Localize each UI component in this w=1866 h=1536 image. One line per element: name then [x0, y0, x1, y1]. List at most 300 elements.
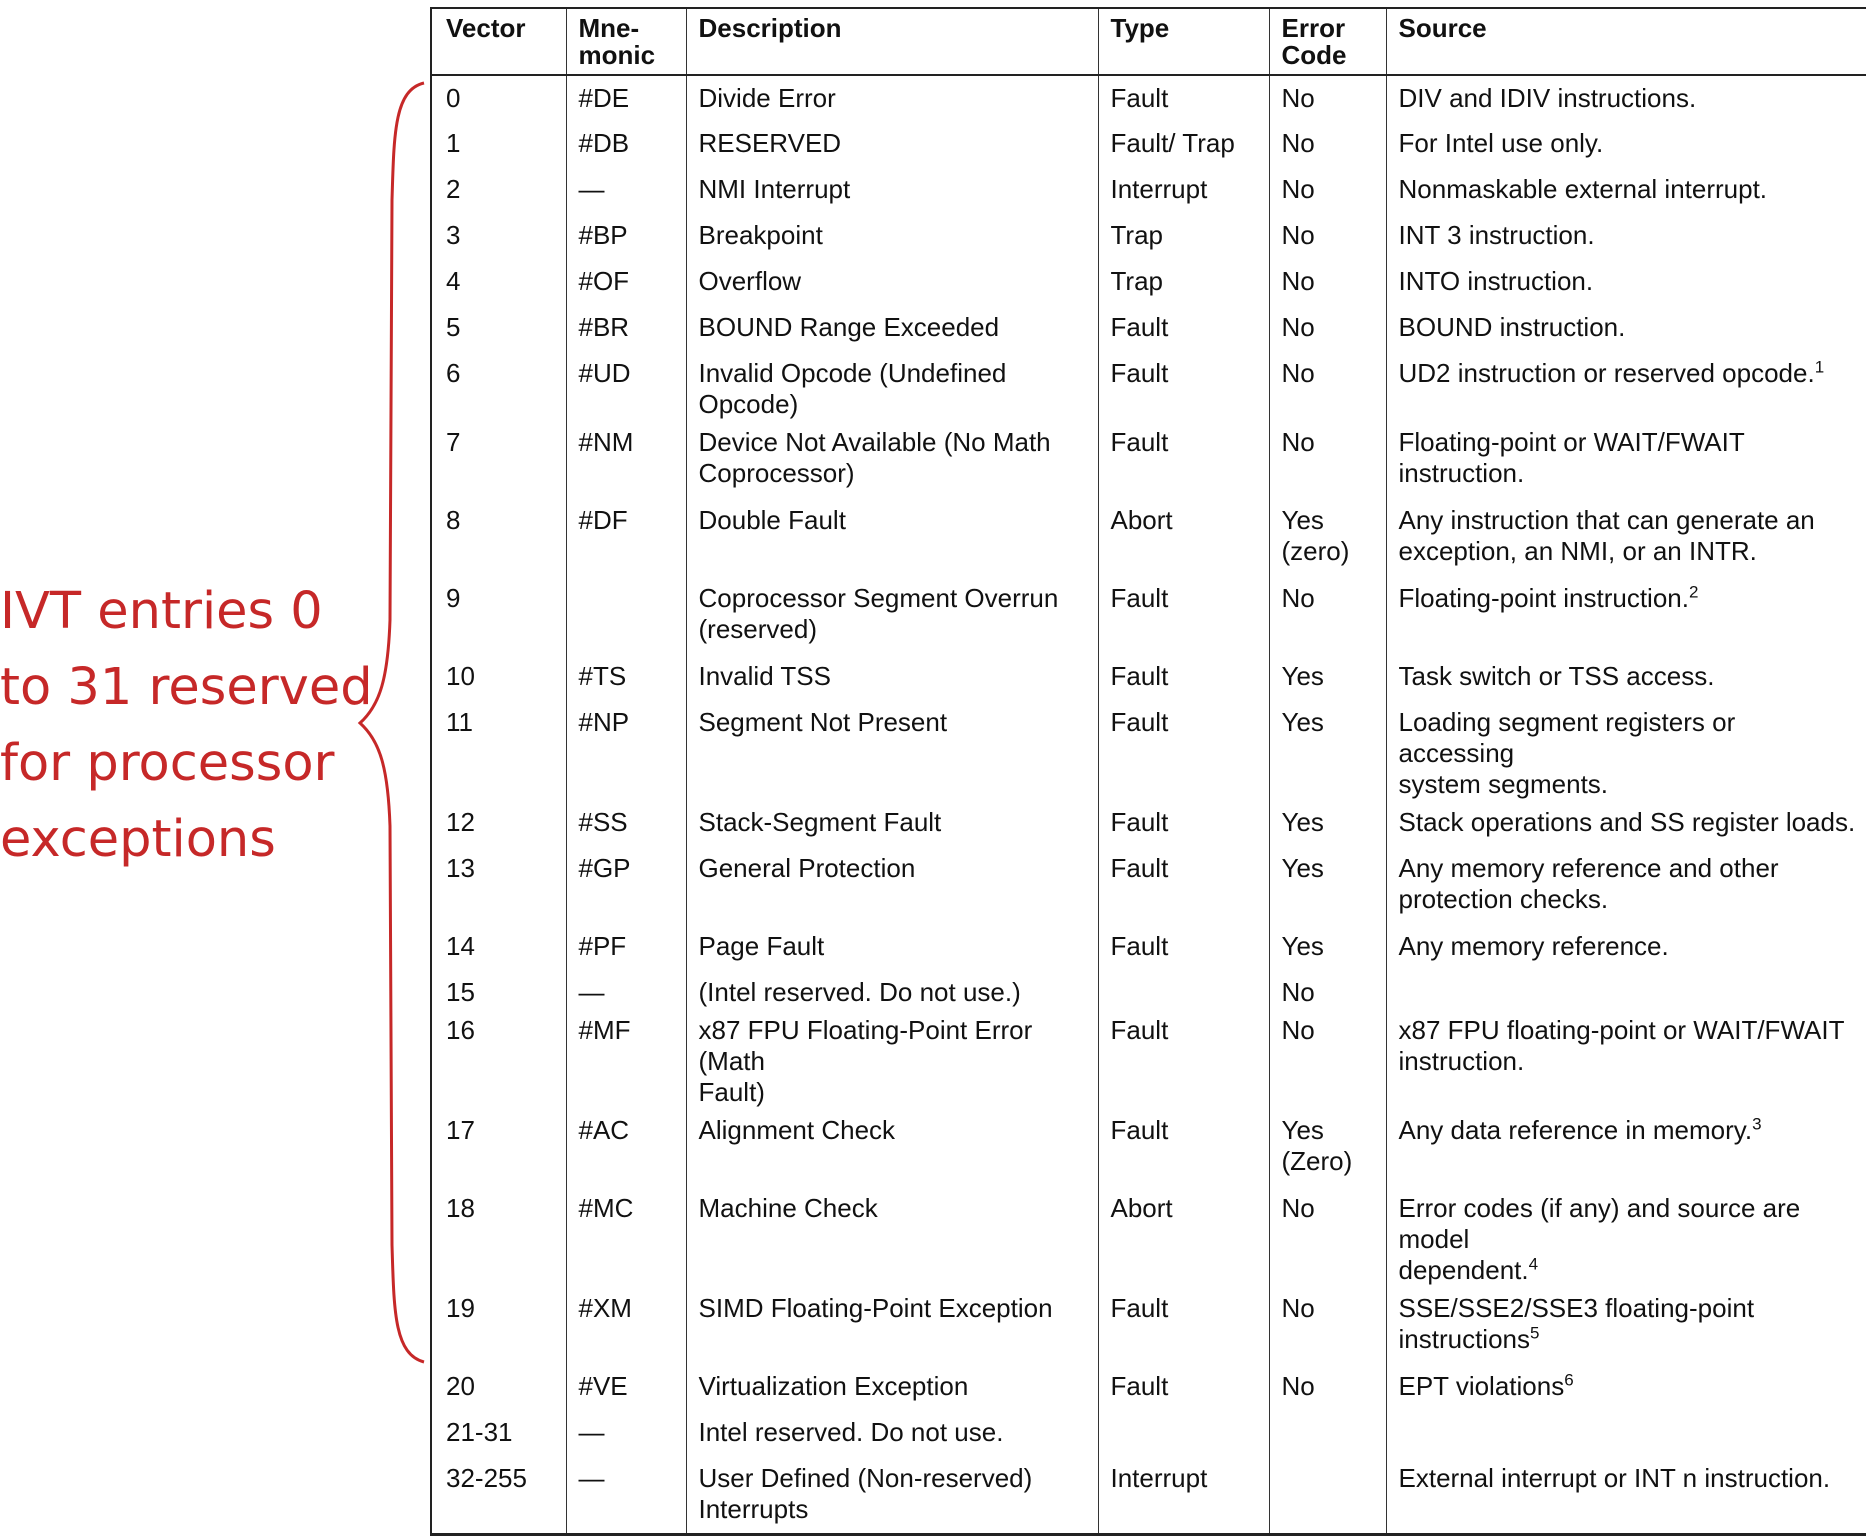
- cell-type: [1098, 121, 1269, 167]
- source-text: Floating-point or WAIT/FWAIT instruction.: [1398, 427, 1745, 488]
- source-text: Task switch or TSS access.: [1398, 661, 1715, 691]
- cell-source: [1386, 259, 1866, 305]
- cell-type: [1098, 700, 1269, 800]
- cell-source: [1386, 167, 1866, 213]
- error-code-text: No: [1281, 1293, 1315, 1323]
- cell-type: [1098, 213, 1269, 259]
- cell-mnemonic: [566, 1008, 686, 1108]
- mnemonic-text: #MF: [578, 1015, 631, 1045]
- cell-source: [1386, 1456, 1866, 1534]
- cell-error-code: [1269, 121, 1386, 167]
- type-text: Fault: [1110, 1293, 1169, 1323]
- source-text: Loading segment registers or accessing system segments.: [1398, 707, 1736, 799]
- header-description: Description: [686, 8, 1098, 75]
- description-text: Overflow: [698, 266, 802, 296]
- cell-mnemonic: [566, 846, 686, 924]
- cell-description: [686, 1186, 1098, 1286]
- vector-text: 17: [446, 1115, 475, 1145]
- cell-description: [686, 700, 1098, 800]
- cell-vector: [431, 305, 566, 351]
- table-row: [431, 1410, 1866, 1456]
- cell-description: [686, 846, 1098, 924]
- cell-vector: [431, 576, 566, 654]
- type-text: Interrupt: [1110, 1463, 1208, 1493]
- vector-text: 20: [446, 1371, 475, 1401]
- cell-description: [686, 498, 1098, 576]
- cell-mnemonic: [566, 498, 686, 576]
- mnemonic-text: #BR: [578, 312, 630, 342]
- source-text: Any memory reference.: [1398, 931, 1669, 961]
- cell-type: [1098, 846, 1269, 924]
- description-text: Page Fault: [698, 931, 825, 961]
- type-text: Fault: [1110, 358, 1169, 388]
- table-row: [431, 75, 1866, 121]
- source-text: Any instruction that can generate an exception, an NMI, or an INTR.: [1398, 505, 1815, 566]
- cell-source: [1386, 1008, 1866, 1108]
- cell-mnemonic: [566, 167, 686, 213]
- table-row: [431, 213, 1866, 259]
- table-row: [431, 800, 1866, 846]
- cell-error-code: [1269, 1186, 1386, 1286]
- source-text: UD2 instruction or reserved opcode.: [1398, 358, 1815, 388]
- footnote-marker: 3: [1752, 1114, 1762, 1134]
- cell-type: [1098, 924, 1269, 970]
- table-row: [431, 305, 1866, 351]
- cell-source: [1386, 1186, 1866, 1286]
- description-text: Intel reserved. Do not use.: [698, 1417, 1004, 1447]
- cell-error-code: [1269, 305, 1386, 351]
- cell-error-code: [1269, 1286, 1386, 1364]
- cell-vector: [431, 1286, 566, 1364]
- cell-error-code: [1269, 1364, 1386, 1410]
- cell-type: [1098, 800, 1269, 846]
- cell-mnemonic: [566, 1410, 686, 1456]
- type-text: Trap: [1110, 220, 1163, 250]
- mnemonic-text: #AC: [578, 1115, 630, 1145]
- cell-description: [686, 1286, 1098, 1364]
- error-code-text: No: [1281, 1015, 1315, 1045]
- cell-description: [686, 1108, 1098, 1186]
- annotation-line: to 31 reserved: [0, 658, 373, 717]
- error-code-text: No: [1281, 128, 1315, 158]
- cell-error-code: [1269, 1410, 1386, 1456]
- cell-source: [1386, 970, 1866, 1008]
- vector-text: 10: [446, 661, 475, 691]
- vector-text: 5: [446, 312, 461, 342]
- table-row: [431, 167, 1866, 213]
- description-text: Invalid TSS: [698, 661, 831, 691]
- error-code-text: Yes (Zero): [1281, 1115, 1353, 1176]
- description-text: x87 FPU Floating-Point Error (Math Fault): [698, 1015, 1033, 1107]
- exception-vector-table: [430, 7, 1866, 1536]
- cell-mnemonic: [566, 924, 686, 970]
- mnemonic-text: #XM: [578, 1293, 632, 1323]
- source-text: External interrupt or INT n instruction.: [1398, 1463, 1831, 1493]
- mnemonic-text: —: [578, 977, 605, 1007]
- source-text: Any data reference in memory.: [1398, 1115, 1753, 1145]
- type-text: Fault: [1110, 661, 1169, 691]
- table-row: [431, 420, 1866, 498]
- cell-mnemonic: [566, 1108, 686, 1186]
- cell-source: [1386, 1286, 1866, 1364]
- cell-source: [1386, 846, 1866, 924]
- cell-mnemonic: [566, 654, 686, 700]
- error-code-text: No: [1281, 220, 1315, 250]
- vector-text: 15: [446, 977, 475, 1007]
- cell-error-code: [1269, 75, 1386, 121]
- description-text: RESERVED: [698, 128, 842, 158]
- cell-description: [686, 420, 1098, 498]
- vector-text: 3: [446, 220, 461, 250]
- type-text: Fault: [1110, 312, 1169, 342]
- type-text: Fault: [1110, 807, 1169, 837]
- description-text: Divide Error: [698, 83, 836, 113]
- cell-error-code: [1269, 420, 1386, 498]
- cell-mnemonic: [566, 970, 686, 1008]
- cell-type: [1098, 576, 1269, 654]
- mnemonic-text: —: [578, 1463, 605, 1493]
- cell-source: [1386, 1364, 1866, 1410]
- cell-mnemonic: [566, 121, 686, 167]
- description-text: SIMD Floating-Point Exception: [698, 1293, 1053, 1323]
- error-code-text: Yes: [1281, 931, 1324, 961]
- mnemonic-text: #DE: [578, 83, 630, 113]
- cell-vector: [431, 259, 566, 305]
- cell-description: [686, 259, 1098, 305]
- source-text: Error codes (if any) and source are model dependent.: [1398, 1193, 1801, 1285]
- mnemonic-text: —: [578, 174, 605, 204]
- cell-mnemonic: [566, 700, 686, 800]
- cell-error-code: [1269, 576, 1386, 654]
- cell-source: [1386, 1108, 1866, 1186]
- error-code-text: No: [1281, 83, 1315, 113]
- source-text: INTO instruction.: [1398, 266, 1594, 296]
- cell-vector: [431, 213, 566, 259]
- cell-description: [686, 654, 1098, 700]
- mnemonic-text: #VE: [578, 1371, 628, 1401]
- table-row: [431, 498, 1866, 576]
- footnote-marker: 2: [1688, 582, 1699, 602]
- source-text: BOUND instruction.: [1398, 312, 1626, 342]
- cell-error-code: [1269, 167, 1386, 213]
- table-row: [431, 924, 1866, 970]
- cell-type: [1098, 1186, 1269, 1286]
- cell-mnemonic: [566, 305, 686, 351]
- cell-source: [1386, 75, 1866, 121]
- source-text: Any memory reference and other protection checks.: [1398, 853, 1779, 914]
- vector-text: 8: [446, 505, 461, 535]
- cell-type: [1098, 1364, 1269, 1410]
- table-row: [431, 1008, 1866, 1108]
- cell-mnemonic: [566, 1186, 686, 1286]
- cell-source: [1386, 351, 1866, 420]
- cell-type: [1098, 1008, 1269, 1108]
- cell-source: [1386, 121, 1866, 167]
- table-row: [431, 846, 1866, 924]
- cell-mnemonic: [566, 259, 686, 305]
- cell-mnemonic: [566, 1286, 686, 1364]
- cell-type: [1098, 167, 1269, 213]
- cell-mnemonic: [566, 576, 686, 654]
- cell-vector: [431, 1008, 566, 1108]
- header-vector: Vector: [431, 8, 566, 75]
- mnemonic-text: #BP: [578, 220, 628, 250]
- description-text: Machine Check: [698, 1193, 878, 1223]
- cell-error-code: [1269, 800, 1386, 846]
- mnemonic-text: #MC: [578, 1193, 634, 1223]
- table-row: [431, 1364, 1866, 1410]
- description-text: Virtualization Exception: [698, 1371, 969, 1401]
- type-text: Fault: [1110, 1371, 1169, 1401]
- vector-text: 1: [446, 128, 461, 158]
- source-text: EPT violations: [1398, 1371, 1565, 1401]
- table-row: [431, 259, 1866, 305]
- vector-text: 7: [446, 427, 461, 457]
- cell-description: [686, 167, 1098, 213]
- header-source: Source: [1386, 8, 1866, 75]
- cell-description: [686, 1008, 1098, 1108]
- description-text: User Defined (Non-reserved) Interrupts: [698, 1463, 1033, 1524]
- type-text: Fault: [1110, 707, 1169, 737]
- type-text: Interrupt: [1110, 174, 1208, 204]
- cell-error-code: [1269, 970, 1386, 1008]
- mnemonic-text: #NM: [578, 427, 634, 457]
- mnemonic-text: #NP: [578, 707, 630, 737]
- table-row: [431, 654, 1866, 700]
- cell-type: [1098, 351, 1269, 420]
- cell-error-code: [1269, 259, 1386, 305]
- source-text: Stack operations and SS register loads.: [1398, 807, 1856, 837]
- type-text: Abort: [1110, 505, 1173, 535]
- table-row: [431, 1108, 1866, 1186]
- cell-error-code: [1269, 1008, 1386, 1108]
- cell-error-code: [1269, 700, 1386, 800]
- cell-vector: [431, 1410, 566, 1456]
- cell-type: [1098, 970, 1269, 1008]
- cell-type: [1098, 1286, 1269, 1364]
- description-text: Stack-Segment Fault: [698, 807, 942, 837]
- description-text: Coprocessor Segment Overrun (reserved): [698, 583, 1059, 644]
- footnote-marker: 4: [1528, 1254, 1539, 1274]
- error-code-text: No: [1281, 427, 1315, 457]
- vector-text: 12: [446, 807, 475, 837]
- cell-vector: [431, 351, 566, 420]
- type-text: Fault: [1110, 583, 1169, 613]
- cell-mnemonic: [566, 1456, 686, 1534]
- cell-mnemonic: [566, 1364, 686, 1410]
- description-text: Double Fault: [698, 505, 846, 535]
- error-code-text: Yes: [1281, 807, 1324, 837]
- mnemonic-text: #DB: [578, 128, 630, 158]
- cell-vector: [431, 700, 566, 800]
- error-code-text: Yes (zero): [1281, 505, 1350, 566]
- error-code-text: Yes: [1281, 707, 1324, 737]
- type-text: Fault: [1110, 931, 1169, 961]
- footnote-marker: 5: [1530, 1323, 1540, 1343]
- mnemonic-text: #SS: [578, 807, 628, 837]
- description-text: General Protection: [698, 853, 916, 883]
- vector-text: 9: [446, 583, 461, 613]
- type-text: Trap: [1110, 266, 1163, 296]
- cell-source: [1386, 800, 1866, 846]
- cell-source: [1386, 1410, 1866, 1456]
- cell-type: [1098, 1410, 1269, 1456]
- type-text: Fault: [1110, 1115, 1169, 1145]
- annotation-line: for processor: [0, 734, 335, 793]
- cell-type: [1098, 1456, 1269, 1534]
- cell-description: [686, 351, 1098, 420]
- description-text: Breakpoint: [698, 220, 823, 250]
- cell-vector: [431, 167, 566, 213]
- cell-source: [1386, 213, 1866, 259]
- cell-description: [686, 576, 1098, 654]
- cell-description: [686, 1364, 1098, 1410]
- annotation-line: IVT entries 0: [0, 582, 323, 641]
- source-text: Nonmaskable external interrupt.: [1398, 174, 1768, 204]
- cell-source: [1386, 498, 1866, 576]
- vector-text: 14: [446, 931, 475, 961]
- header-type: Type: [1098, 8, 1269, 75]
- cell-error-code: [1269, 213, 1386, 259]
- description-text: Invalid Opcode (Undefined Opcode): [698, 358, 1007, 419]
- error-code-text: No: [1281, 1193, 1315, 1223]
- footnote-marker: 1: [1814, 357, 1825, 377]
- cell-error-code: [1269, 846, 1386, 924]
- mnemonic-text: #GP: [578, 853, 631, 883]
- cell-vector: [431, 1456, 566, 1534]
- description-text: Device Not Available (No Math Coprocessor): [698, 427, 1051, 488]
- source-text: DIV and IDIV instructions.: [1398, 83, 1697, 113]
- description-text: Segment Not Present: [698, 707, 948, 737]
- cell-source: [1386, 700, 1866, 800]
- mnemonic-text: #DF: [578, 505, 628, 535]
- type-text: Fault: [1110, 83, 1169, 113]
- cell-mnemonic: [566, 420, 686, 498]
- vector-text: 2: [446, 174, 461, 204]
- type-text: Fault: [1110, 1015, 1169, 1045]
- table-row: [431, 700, 1866, 800]
- cell-error-code: [1269, 498, 1386, 576]
- footnote-marker: 6: [1564, 1370, 1574, 1390]
- cell-mnemonic: [566, 351, 686, 420]
- source-text: x87 FPU floating-point or WAIT/FWAIT instruction.: [1398, 1015, 1845, 1076]
- vector-text: 16: [446, 1015, 475, 1045]
- error-code-text: Yes: [1281, 853, 1324, 883]
- mnemonic-text: —: [578, 1417, 605, 1447]
- cell-description: [686, 970, 1098, 1008]
- vector-text: 11: [446, 707, 473, 737]
- cell-source: [1386, 305, 1866, 351]
- type-text: Fault: [1110, 427, 1169, 457]
- header-mnemonic: Mne- monic: [566, 8, 686, 75]
- vector-text: 6: [446, 358, 461, 388]
- error-code-text: No: [1281, 358, 1315, 388]
- cell-vector: [431, 970, 566, 1008]
- cell-type: [1098, 498, 1269, 576]
- cell-description: [686, 1456, 1098, 1534]
- cell-type: [1098, 259, 1269, 305]
- mnemonic-text: #PF: [578, 931, 627, 961]
- cell-error-code: [1269, 654, 1386, 700]
- vector-text: 18: [446, 1193, 475, 1223]
- cell-source: [1386, 654, 1866, 700]
- cell-description: [686, 75, 1098, 121]
- cell-vector: [431, 1108, 566, 1186]
- cell-description: [686, 213, 1098, 259]
- header-error-code: Error Code: [1269, 8, 1386, 75]
- table-row: [431, 1456, 1866, 1534]
- cell-description: [686, 1410, 1098, 1456]
- cell-vector: [431, 121, 566, 167]
- error-code-text: No: [1281, 583, 1315, 613]
- cell-vector: [431, 75, 566, 121]
- cell-source: [1386, 420, 1866, 498]
- error-code-text: No: [1281, 1371, 1315, 1401]
- table-row: [431, 970, 1866, 1008]
- cell-mnemonic: [566, 213, 686, 259]
- vector-text: 13: [446, 853, 475, 883]
- cell-source: [1386, 924, 1866, 970]
- source-text: Floating-point instruction.: [1398, 583, 1689, 613]
- cell-description: [686, 800, 1098, 846]
- cell-error-code: [1269, 924, 1386, 970]
- type-text: Abort: [1110, 1193, 1173, 1223]
- cell-vector: [431, 924, 566, 970]
- type-text: Fault: [1110, 853, 1169, 883]
- error-code-text: No: [1281, 977, 1315, 1007]
- mnemonic-text: #OF: [578, 266, 630, 296]
- cell-description: [686, 121, 1098, 167]
- source-text: For Intel use only.: [1398, 128, 1604, 158]
- type-text: Fault/ Trap: [1110, 128, 1235, 158]
- description-text: (Intel reserved. Do not use.): [698, 977, 1021, 1007]
- source-text: INT 3 instruction.: [1398, 220, 1595, 250]
- mnemonic-text: #UD: [578, 358, 631, 388]
- table-row: [431, 1286, 1866, 1364]
- vector-text: 19: [446, 1293, 475, 1323]
- cell-type: [1098, 75, 1269, 121]
- cell-vector: [431, 654, 566, 700]
- table-row: [431, 121, 1866, 167]
- cell-vector: [431, 800, 566, 846]
- ivt-annotation: [0, 574, 400, 878]
- annotation-line: exceptions: [0, 810, 276, 869]
- table-row: [431, 1186, 1866, 1286]
- mnemonic-text: #TS: [578, 661, 627, 691]
- table-header-row: [431, 8, 1866, 75]
- description-text: NMI Interrupt: [698, 174, 851, 204]
- error-code-text: No: [1281, 312, 1315, 342]
- cell-description: [686, 305, 1098, 351]
- vector-text: 21-31: [446, 1417, 513, 1447]
- cell-error-code: [1269, 1108, 1386, 1186]
- table-row: [431, 351, 1866, 420]
- cell-type: [1098, 1108, 1269, 1186]
- vector-text: 4: [446, 266, 461, 296]
- error-code-text: No: [1281, 174, 1315, 204]
- description-text: Alignment Check: [698, 1115, 896, 1145]
- vector-text: 0: [446, 83, 461, 113]
- cell-mnemonic: [566, 800, 686, 846]
- cell-vector: [431, 420, 566, 498]
- cell-error-code: [1269, 351, 1386, 420]
- curly-brace-icon: [350, 80, 430, 1365]
- source-text: SSE/SSE2/SSE3 floating-point instructions: [1398, 1293, 1755, 1354]
- cell-type: [1098, 654, 1269, 700]
- cell-vector: [431, 498, 566, 576]
- cell-mnemonic: [566, 75, 686, 121]
- table-row: [431, 576, 1866, 654]
